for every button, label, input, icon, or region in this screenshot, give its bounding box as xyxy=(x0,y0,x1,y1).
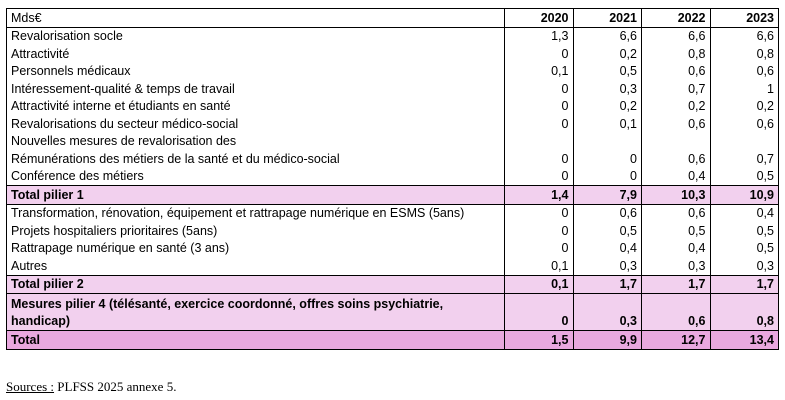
value-cell: 0,1 xyxy=(573,115,642,133)
value-cell: 0 xyxy=(505,240,574,258)
value-cell: 0,4 xyxy=(642,168,711,186)
value-cell: 0,6 xyxy=(573,204,642,222)
value-cell: 7,9 xyxy=(573,186,642,205)
row-label: Attractivité interne et étudiants en santé xyxy=(7,98,505,116)
year-header: 2021 xyxy=(573,9,642,28)
value-cell: 0,2 xyxy=(573,45,642,63)
value-cell: 0,5 xyxy=(710,222,779,240)
value-cell: 0,8 xyxy=(642,45,711,63)
value-cell: 0 xyxy=(505,80,574,98)
value-cell: 0,4 xyxy=(573,240,642,258)
value-cell: 0,6 xyxy=(642,150,711,168)
value-cell xyxy=(642,133,711,151)
value-cell: 0,2 xyxy=(642,98,711,116)
row-label: Total pilier 1 xyxy=(7,186,505,205)
value-cell: 0,5 xyxy=(573,63,642,81)
value-cell: 0,3 xyxy=(573,80,642,98)
value-cell xyxy=(573,133,642,151)
year-header: 2023 xyxy=(710,9,779,28)
value-cell: 13,4 xyxy=(710,331,779,350)
row-label: Transformation, rénovation, équipement et rattrapage numérique en ESMS (5ans) xyxy=(7,204,505,222)
sources-label: Sources : xyxy=(6,379,55,394)
value-cell: 0 xyxy=(505,294,574,331)
value-cell: 0 xyxy=(505,45,574,63)
total-row xyxy=(7,294,779,331)
value-cell: 10,3 xyxy=(642,186,711,205)
value-cell: 1,3 xyxy=(505,27,574,45)
value-cell: 1,7 xyxy=(573,275,642,294)
table-row xyxy=(7,45,779,63)
year-header: 2022 xyxy=(642,9,711,28)
value-cell: 0,6 xyxy=(642,115,711,133)
header-row xyxy=(7,9,779,28)
value-cell: 1 xyxy=(710,80,779,98)
value-cell: 0,2 xyxy=(573,98,642,116)
value-cell: 0,6 xyxy=(710,115,779,133)
value-cell: 0,6 xyxy=(642,294,711,331)
value-cell: 9,9 xyxy=(573,331,642,350)
value-cell: 0,8 xyxy=(710,45,779,63)
value-cell: 6,6 xyxy=(642,27,711,45)
year-header: 2020 xyxy=(505,9,574,28)
row-label: Mesures pilier 4 (télésanté, exercice coordonné, offres soins psychiatrie, handicap) xyxy=(7,294,505,331)
table-row xyxy=(7,222,779,240)
row-label: Revalorisations du secteur médico-social xyxy=(7,115,505,133)
value-cell: 1,5 xyxy=(505,331,574,350)
value-cell: 0,1 xyxy=(505,257,574,275)
value-cell: 0 xyxy=(573,150,642,168)
table-row xyxy=(7,204,779,222)
value-cell: 0,7 xyxy=(710,150,779,168)
table-row xyxy=(7,80,779,98)
value-cell: 6,6 xyxy=(710,27,779,45)
table-row xyxy=(7,133,779,151)
value-cell: 0 xyxy=(505,150,574,168)
table-row xyxy=(7,98,779,116)
sources-note xyxy=(6,379,176,395)
table-row xyxy=(7,27,779,45)
value-cell: 1,4 xyxy=(505,186,574,205)
value-cell: 0,3 xyxy=(710,257,779,275)
value-cell: 0,6 xyxy=(642,204,711,222)
value-cell xyxy=(710,133,779,151)
grand-total-row xyxy=(7,331,779,350)
table-row xyxy=(7,150,779,168)
value-cell: 0,3 xyxy=(573,294,642,331)
value-cell: 0,7 xyxy=(642,80,711,98)
table-row xyxy=(7,240,779,258)
revalorisation-table xyxy=(6,8,779,350)
table-row xyxy=(7,63,779,81)
row-label: Nouvelles mesures de revalorisation des xyxy=(7,133,505,151)
value-cell: 1,7 xyxy=(710,275,779,294)
row-label: Conférence des métiers xyxy=(7,168,505,186)
value-cell: 10,9 xyxy=(710,186,779,205)
value-cell: 0 xyxy=(573,168,642,186)
row-label: Intéressement-qualité & temps de travail xyxy=(7,80,505,98)
row-label: Personnels médicaux xyxy=(7,63,505,81)
value-cell: 0,6 xyxy=(642,63,711,81)
sources-text: PLFSS 2025 annexe 5. xyxy=(54,379,177,394)
value-cell: 0,1 xyxy=(505,275,574,294)
table-row xyxy=(7,115,779,133)
value-cell: 0 xyxy=(505,204,574,222)
row-label: Autres xyxy=(7,257,505,275)
value-cell: 0,5 xyxy=(710,240,779,258)
table-row xyxy=(7,257,779,275)
value-cell: 0,5 xyxy=(573,222,642,240)
value-cell: 12,7 xyxy=(642,331,711,350)
value-cell: 0,4 xyxy=(642,240,711,258)
value-cell: 6,6 xyxy=(573,27,642,45)
table-container xyxy=(6,8,778,350)
value-cell: 0,5 xyxy=(710,168,779,186)
value-cell: 0,6 xyxy=(710,63,779,81)
total-row xyxy=(7,186,779,205)
row-label: Total pilier 2 xyxy=(7,275,505,294)
value-cell: 0,3 xyxy=(642,257,711,275)
value-cell: 0 xyxy=(505,222,574,240)
value-cell: 1,7 xyxy=(642,275,711,294)
value-cell: 0,8 xyxy=(710,294,779,331)
table-row xyxy=(7,168,779,186)
total-row xyxy=(7,275,779,294)
row-label: Attractivité xyxy=(7,45,505,63)
value-cell: 0 xyxy=(505,115,574,133)
value-cell xyxy=(505,133,574,151)
row-label: Rémunérations des métiers de la santé et du médico-social xyxy=(7,150,505,168)
value-cell: 0,4 xyxy=(710,204,779,222)
value-cell: 0 xyxy=(505,98,574,116)
row-label: Rattrapage numérique en santé (3 ans) xyxy=(7,240,505,258)
value-cell: 0,3 xyxy=(573,257,642,275)
row-label: Total xyxy=(7,331,505,350)
value-cell: 0,5 xyxy=(642,222,711,240)
value-cell: 0 xyxy=(505,168,574,186)
row-label: Revalorisation socle xyxy=(7,27,505,45)
value-cell: 0,2 xyxy=(710,98,779,116)
value-cell: 0,1 xyxy=(505,63,574,81)
row-label: Projets hospitaliers prioritaires (5ans) xyxy=(7,222,505,240)
unit-label: Mds€ xyxy=(7,9,505,28)
